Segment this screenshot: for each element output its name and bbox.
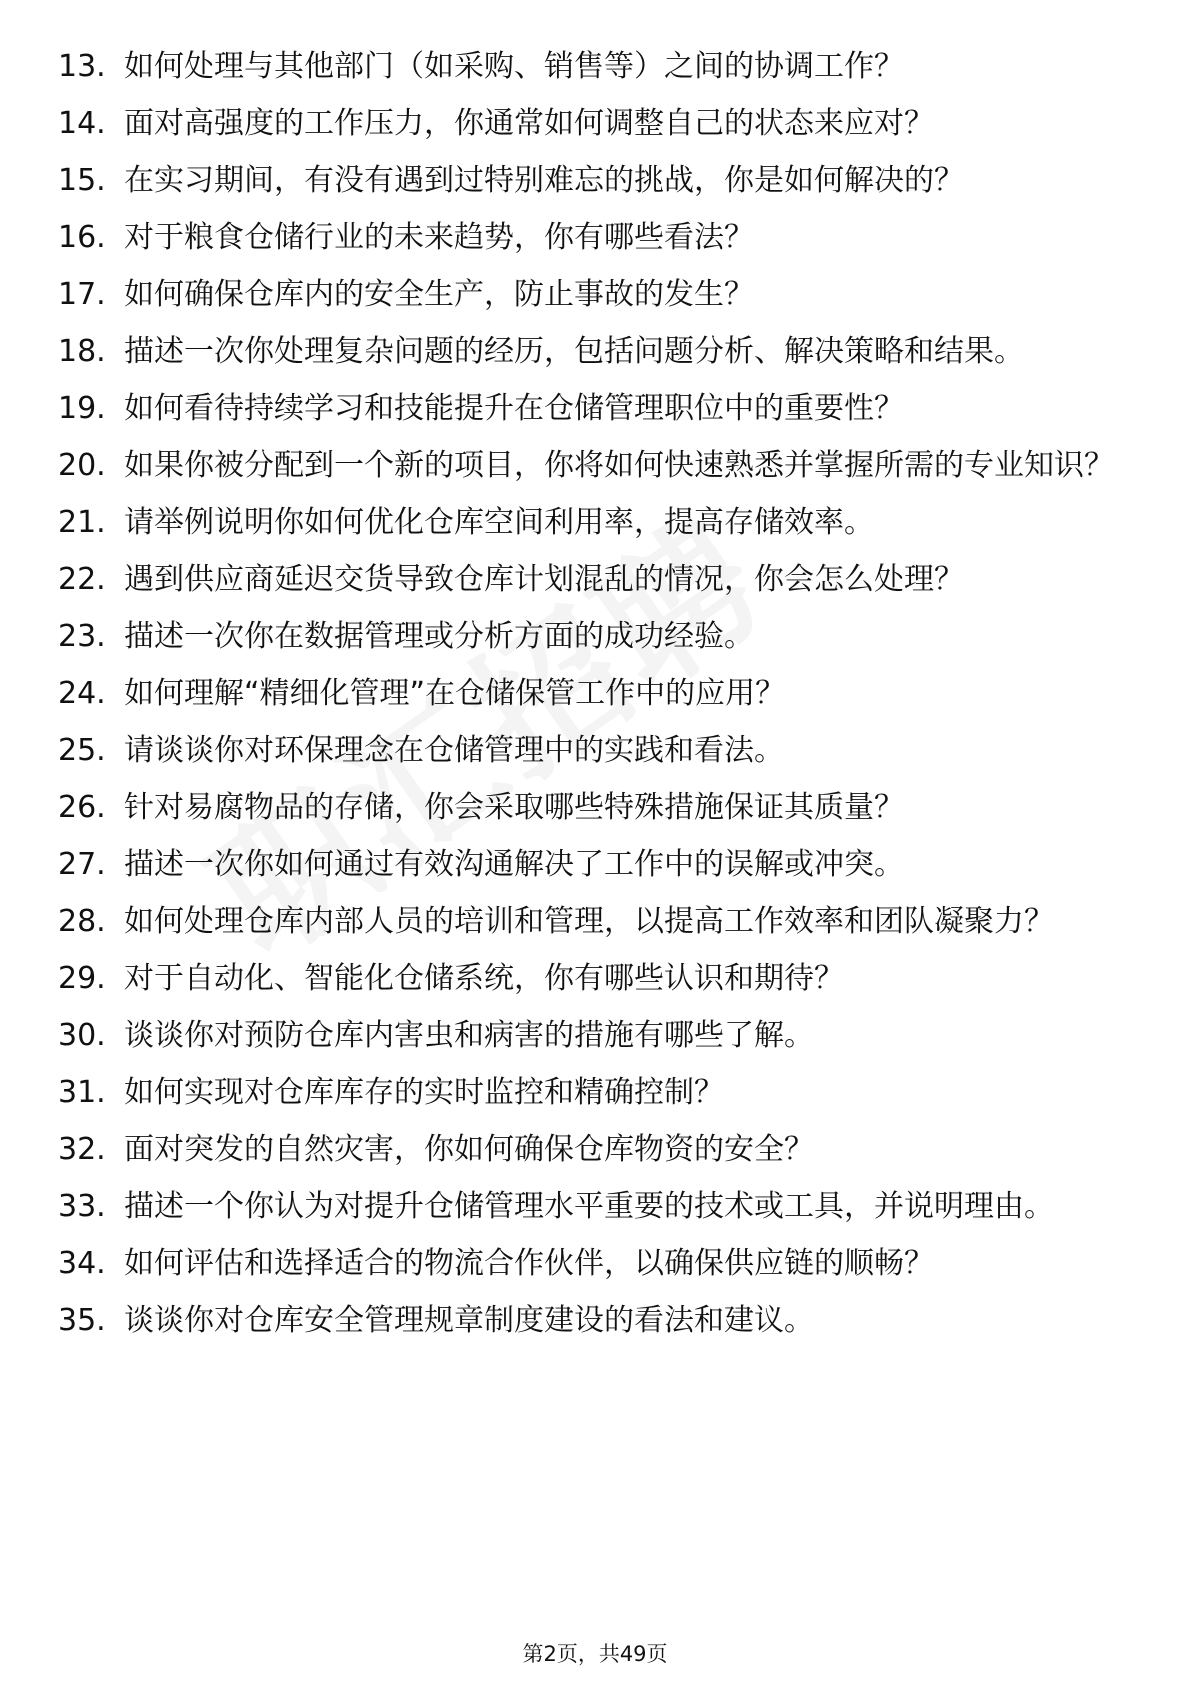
question-item bbox=[58, 105, 1118, 143]
question-text: 对于粮食仓储行业的未来趋势，你有哪些看法？ bbox=[124, 220, 754, 255]
question-number: 13. bbox=[58, 49, 106, 84]
question-item bbox=[58, 903, 1118, 941]
question-text: 谈谈你对预防仓库内害虫和病害的措施有哪些了解。 bbox=[124, 1018, 814, 1053]
question-number: 24. bbox=[58, 676, 106, 711]
page-footer bbox=[0, 1638, 1190, 1668]
question-number: 18. bbox=[58, 334, 106, 369]
question-number: 17. bbox=[58, 277, 106, 312]
question-text: 面对突发的自然灾害，你如何确保仓库物资的安全？ bbox=[124, 1132, 814, 1167]
question-number: 33. bbox=[58, 1189, 106, 1224]
question-item bbox=[58, 1245, 1118, 1283]
question-text: 描述一个你认为对提升仓储管理水平重要的技术或工具，并说明理由。 bbox=[124, 1189, 1054, 1224]
question-text: 针对易腐物品的存储，你会采取哪些特殊措施保证其质量？ bbox=[124, 790, 904, 825]
question-item bbox=[58, 48, 1118, 86]
question-item bbox=[58, 390, 1118, 428]
question-number: 31. bbox=[58, 1075, 106, 1110]
question-text: 描述一次你如何通过有效沟通解决了工作中的误解或冲突。 bbox=[124, 847, 904, 882]
question-item bbox=[58, 1074, 1118, 1112]
question-number: 34. bbox=[58, 1246, 106, 1281]
question-item bbox=[58, 675, 1118, 713]
question-number: 35. bbox=[58, 1303, 106, 1338]
question-item bbox=[58, 219, 1118, 257]
question-text: 对于自动化、智能化仓储系统，你有哪些认识和期待？ bbox=[124, 961, 844, 996]
question-item bbox=[58, 1302, 1118, 1340]
question-number: 15. bbox=[58, 163, 106, 198]
question-list bbox=[58, 48, 1118, 1359]
question-number: 32. bbox=[58, 1132, 106, 1167]
question-text: 如何看待持续学习和技能提升在仓储管理职位中的重要性？ bbox=[124, 391, 904, 426]
question-item bbox=[58, 618, 1118, 656]
question-text: 如何处理与其他部门（如采购、销售等）之间的协调工作？ bbox=[124, 49, 904, 84]
question-item bbox=[58, 1188, 1118, 1226]
question-item bbox=[58, 276, 1118, 314]
question-text: 遇到供应商延迟交货导致仓库计划混乱的情况，你会怎么处理？ bbox=[124, 562, 964, 597]
question-text: 如何理解“精细化管理”在仓储保管工作中的应用？ bbox=[124, 676, 786, 711]
question-item bbox=[58, 504, 1118, 542]
question-text: 如何处理仓库内部人员的培训和管理，以提高工作效率和团队凝聚力？ bbox=[124, 904, 1054, 939]
question-number: 25. bbox=[58, 733, 106, 768]
question-item bbox=[58, 960, 1118, 998]
question-number: 14. bbox=[58, 106, 106, 141]
question-text: 如何实现对仓库库存的实时监控和精确控制？ bbox=[124, 1075, 724, 1110]
question-item bbox=[58, 1017, 1118, 1055]
question-text: 谈谈你对仓库安全管理规章制度建设的看法和建议。 bbox=[124, 1303, 814, 1338]
question-item bbox=[58, 162, 1118, 200]
question-number: 21. bbox=[58, 505, 106, 540]
question-text: 描述一次你在数据管理或分析方面的成功经验。 bbox=[124, 619, 754, 654]
question-text: 描述一次你处理复杂问题的经历，包括问题分析、解决策略和结果。 bbox=[124, 334, 1024, 369]
question-text: 请举例说明你如何优化仓库空间利用率，提高存储效率。 bbox=[124, 505, 874, 540]
question-text: 在实习期间，有没有遇到过特别难忘的挑战，你是如何解决的？ bbox=[124, 163, 964, 198]
question-number: 30. bbox=[58, 1018, 106, 1053]
question-item bbox=[58, 333, 1118, 371]
question-item bbox=[58, 846, 1118, 884]
question-number: 29. bbox=[58, 961, 106, 996]
question-number: 23. bbox=[58, 619, 106, 654]
question-number: 19. bbox=[58, 391, 106, 426]
question-text: 如果你被分配到一个新的项目，你将如何快速熟悉并掌握所需的专业知识？ bbox=[124, 448, 1114, 483]
question-item bbox=[58, 732, 1118, 770]
question-text: 请谈谈你对环保理念在仓储管理中的实践和看法。 bbox=[124, 733, 784, 768]
question-text: 如何确保仓库内的安全生产，防止事故的发生？ bbox=[124, 277, 754, 312]
question-item bbox=[58, 447, 1118, 485]
page-number-label: 第2页，共49页 bbox=[522, 1642, 668, 1666]
question-number: 16. bbox=[58, 220, 106, 255]
question-text: 如何评估和选择适合的物流合作伙伴，以确保供应链的顺畅？ bbox=[124, 1246, 934, 1281]
question-number: 28. bbox=[58, 904, 106, 939]
question-item bbox=[58, 789, 1118, 827]
question-number: 26. bbox=[58, 790, 106, 825]
question-item bbox=[58, 1131, 1118, 1169]
question-number: 22. bbox=[58, 562, 106, 597]
question-number: 27. bbox=[58, 847, 106, 882]
question-number: 20. bbox=[58, 448, 106, 483]
question-text: 面对高强度的工作压力，你通常如何调整自己的状态来应对？ bbox=[124, 106, 934, 141]
question-item bbox=[58, 561, 1118, 599]
